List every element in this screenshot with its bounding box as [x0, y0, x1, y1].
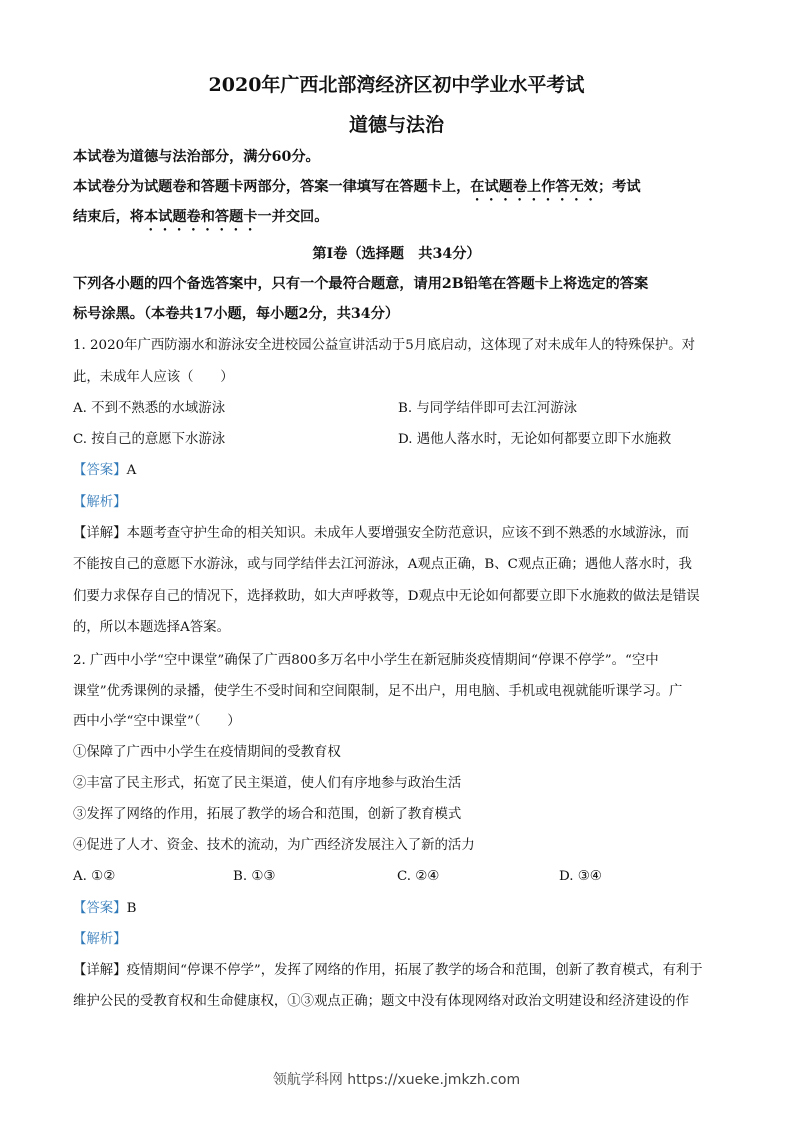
instruction-line: 标号涂黑。（本卷共17小题，每小题2分，共34分） — [73, 306, 400, 322]
option-d: D. ③④ — [559, 869, 602, 884]
answer-tag: 【答案】 — [73, 901, 127, 916]
emphasized-text: 在试题卷上作答无效 — [470, 179, 598, 195]
statement-item: ③发挥了网络的作用，拓展了教学的场合和范围，创新了教育模式 — [73, 807, 462, 822]
option-b: B. 与同学结伴即可去江河游泳 — [398, 401, 578, 416]
exam-title: 2020年广西北部湾经济区初中学业水平考试 — [208, 74, 585, 96]
detail-text: 本题考查守护生命的相关知识。未成年人要增强安全防范意识，应该不到不熟悉的水域游泳，而 — [126, 526, 689, 541]
detail-tag: 【详解】 — [73, 963, 127, 978]
option-c: C. ②④ — [397, 869, 440, 884]
text: 结束后，将 — [73, 209, 144, 225]
exam-subject: 道德与法治 — [348, 114, 444, 136]
question-stem: 2. 广西中小学“空中课堂”确保了广西800多万名中小学生在新冠肺炎疫情期间“停课不停学”。“空中 — [73, 653, 659, 668]
option-c: C. 按自己的意愿下水游泳 — [73, 432, 226, 447]
detail-text: 疫情期间“停课不停学”，发挥了网络的作用，拓展了教学的场合和范围，创新了教育模式，有利于 — [126, 963, 703, 978]
option-a: A. ①② — [73, 869, 116, 884]
emphasized-text: 本试题卷和答题卡 — [143, 209, 258, 225]
analysis-tag: 【解析】 — [73, 932, 127, 947]
detail-line: 的，所以本题选择A答案。 — [73, 620, 230, 635]
detail-line: 不能按自己的意愿下水游泳，或与同学结伴去江河游泳，A观点正确，B、C观点正确；遇他人落水时，我 — [73, 557, 692, 572]
question-stem: 西中小学“空中课堂”（ ） — [73, 714, 241, 729]
statement-item: ②丰富了民主形式，拓宽了民主渠道，使人们有序地参与政治生活 — [73, 776, 462, 791]
answer — [73, 461, 136, 481]
detail-tag: 【详解】 — [73, 526, 127, 541]
option-row — [73, 867, 723, 887]
instruction-line: 本试卷为道德与法治部分，满分60分。 — [73, 149, 320, 165]
footer-watermark: 领航学科网 https://xueke.jmkzh.com — [272, 1072, 521, 1088]
option-b: B. ①③ — [233, 869, 276, 884]
text: 本试卷分为试题卷和答题卡两部分，答案一律填写在答题卡上， — [73, 179, 471, 195]
question-stem: 1. 2020年广西防溺水和游泳安全进校园公益宣讲活动于5月底启动，这体现了对未成年人的特殊保护。对 — [73, 338, 696, 353]
question-stem: 课堂”优秀课例的录播，使学生不受时间和空间限制，足不出户，用电脑、手机或电视就能听课学习。广 — [73, 684, 683, 699]
analysis-tag: 【解析】 — [73, 495, 127, 510]
answer — [73, 899, 136, 919]
instruction-line — [73, 207, 328, 227]
detail-line — [73, 524, 689, 544]
text: 一并交回。 — [257, 209, 329, 225]
detail-line — [73, 961, 703, 981]
instruction-line: 下列各小题的四个备选答案中，只有一个最符合题意，请用2B铅笔在答题卡上将选定的答案 — [73, 276, 649, 292]
option-row — [73, 430, 672, 450]
statement-item: ①保障了广西中小学生在疫情期间的受教育权 — [73, 745, 341, 760]
answer-value: B — [126, 901, 137, 916]
answer-tag: 【答案】 — [73, 463, 127, 478]
instruction-line — [73, 177, 641, 197]
answer-value: A — [126, 463, 137, 478]
detail-line: 们要力求保存自己的情况下，选择救助，如大声呼救等，D观点中无论如何都要立即下水施救的做法是错误 — [73, 589, 700, 604]
option-a: A. 不到不熟悉的水域游泳 — [73, 401, 226, 416]
option-row — [73, 399, 578, 419]
section-title: 第Ⅰ卷（选择题 共34分） — [312, 246, 481, 262]
option-d: D. 遇他人落水时，无论如何都要立即下水施救 — [398, 432, 672, 447]
detail-line: 维护公民的受教育权和生命健康权，①③观点正确；题文中没有体现网络对政治文明建设和经济建设的作 — [73, 994, 689, 1009]
question-stem: 此，未成年人应该（ ） — [73, 370, 234, 385]
statement-item: ④促进了人才、资金、技术的流动，为广西经济发展注入了新的活力 — [73, 838, 475, 853]
text: ；考试 — [597, 179, 641, 195]
